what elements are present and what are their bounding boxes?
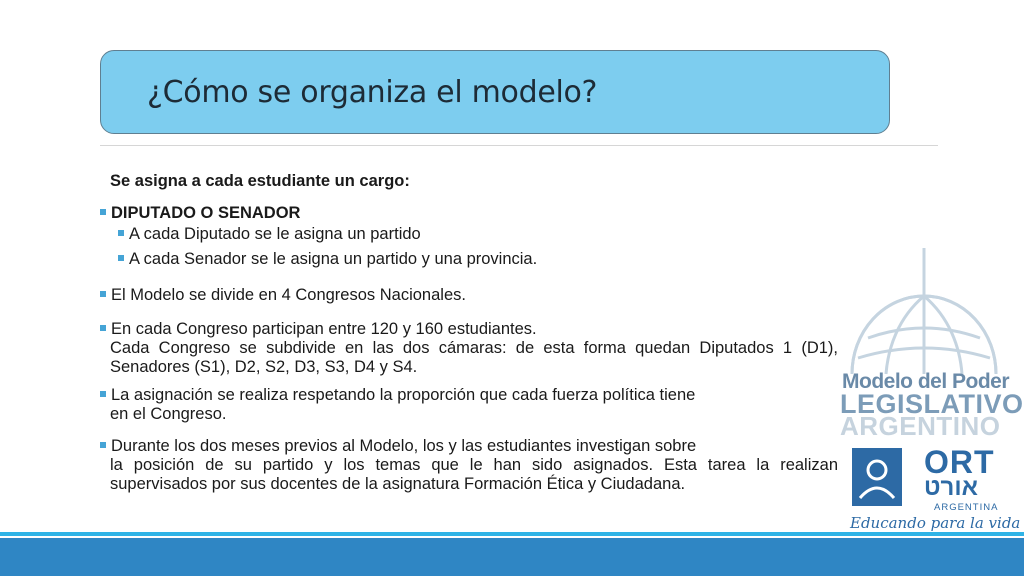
list-item-congresos [100, 286, 840, 305]
item-text: Durante los dos meses previos al Modelo, los y las estudiantes investigan sobre [111, 437, 697, 455]
globe-icon [838, 248, 1010, 378]
bullet-icon [100, 391, 106, 397]
bullet-icon [100, 291, 106, 297]
sub-item-senador [118, 250, 537, 269]
footer-accent-line [0, 532, 1024, 536]
title-divider [100, 145, 938, 146]
sub-item-text: A cada Senador se le asigna un partido y una provincia. [129, 250, 538, 268]
list-item-cargo [100, 204, 840, 223]
list-item-participantes [110, 320, 838, 377]
logo-block [838, 248, 1024, 538]
sub-item-text: A cada Diputado se le asigna un partido [129, 225, 421, 243]
item-text: El Modelo se divide en 4 Congresos Nacionales. [111, 286, 466, 304]
list-item-asignacion [110, 386, 838, 424]
bullet-icon [100, 442, 106, 448]
ort-emblem-icon [852, 448, 902, 506]
ort-country-text: ARGENTINA [934, 502, 999, 513]
bullet-icon [118, 255, 124, 261]
intro-text: Se asigna a cada estudiante un cargo: [110, 172, 410, 190]
bullet-icon [118, 230, 124, 236]
ort-hebrew-text: אורט [924, 474, 978, 501]
item-heading: DIPUTADO O SENADOR [111, 204, 301, 222]
item-text-continued: la posición de su partido y los temas que le han sido asignados. Esta tarea la realizan supervisados por sus docentes de la asignatura Formación Ética y Ciudadana. [110, 456, 838, 493]
item-text-continued: Cada Congreso se subdivide en las dos cámaras: de esta forma quedan Diputados 1 (D1), Senadores (S1), D2, S2, D3, S3, D4 y S4. [110, 339, 838, 376]
item-text: La asignación se realiza respetando la proporción que cada fuerza política tiene [111, 386, 696, 404]
ort-logo-text: ORT [924, 444, 995, 480]
logo-line1: Modelo del Poder [842, 370, 1010, 393]
item-text: En cada Congreso participan entre 120 y 160 estudiantes. [111, 320, 537, 338]
title-box [100, 50, 890, 134]
slogan-text: Educando para la vida [850, 514, 1021, 532]
bullet-icon [100, 325, 106, 331]
bullet-icon [100, 209, 106, 215]
sub-item-diputado [118, 225, 421, 244]
footer-bar [0, 538, 1024, 576]
item-text-continued: en el Congreso. [110, 405, 227, 423]
slide-title: ¿Cómo se organiza el modelo? [147, 75, 598, 110]
logo-line2: LEGISLATIVO [840, 389, 1024, 419]
list-item-preparacion [110, 437, 838, 494]
logo-line3: ARGENTINO [840, 411, 1001, 441]
